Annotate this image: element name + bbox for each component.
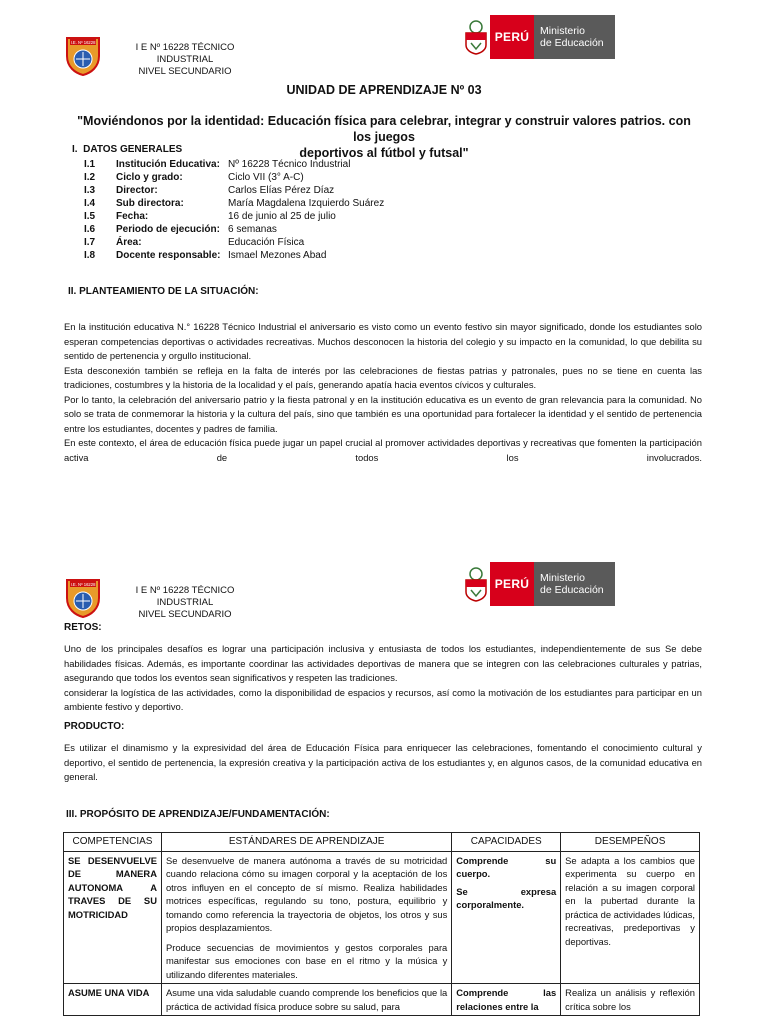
- svg-text:I.E. Nº 16228: I.E. Nº 16228: [70, 40, 96, 45]
- table-header-row: [64, 833, 700, 852]
- datos-row: I.8 Docente responsable: Ismael Mezones Abad: [84, 250, 327, 261]
- ministry-line1: Ministerio: [540, 572, 585, 584]
- peru-label: PERÚ: [490, 562, 534, 606]
- producto-heading: PRODUCTO:: [64, 721, 125, 732]
- datos-row: I.3 Director: Carlos Elías Pérez Díaz: [84, 185, 335, 196]
- peru-seal-icon: [462, 15, 490, 59]
- subtitle-line1: "Moviéndonos por la identidad: Educación física para celebrar, integrar y construir valores patrios. con los juegos: [77, 114, 691, 144]
- peru-seal-icon: [462, 562, 490, 606]
- datos-row: I.4 Sub directora: María Magdalena Izquierdo Suárez: [84, 198, 385, 209]
- retos-heading: RETOS:: [64, 622, 102, 633]
- school-level-line: NIVEL SECUNDARIO: [138, 66, 232, 77]
- capacidad-cell: Comprende las relaciones entre la: [452, 984, 561, 1016]
- ministry-line2: de Educación: [540, 37, 604, 49]
- table-row: [64, 851, 700, 984]
- column-header: DESEMPEÑOS: [561, 833, 700, 852]
- ministry-name: [534, 562, 615, 606]
- datos-row: I.6 Periodo de ejecución: 6 semanas: [84, 224, 277, 235]
- estandar-paragraph: Produce secuencias de movimientos y gestos corporales para manifestar sus emociones con base en el ritmo y la música y utilizando diferentes materiales.: [165, 941, 448, 980]
- section-number: I.: [72, 144, 78, 155]
- school-crest-logo: [64, 34, 102, 76]
- retos-text: [64, 642, 702, 715]
- section-heading-datos-generales: [72, 144, 182, 155]
- paragraph: Uno de los principales desafíos es lograr una participación inclusiva y entusiasta de todos los estudiantes, independientemente de sus Se debe habilidades físicas. Además, es importante coordinar las actividades deportivas de manera que se integren con las celebraciones culturales y patrias, asegurando que todos los eventos sean significativos y respeten las tradiciones.: [64, 643, 702, 683]
- school-name-line1: I E Nº 16228 TÉCNICO INDUSTRIAL: [135, 585, 235, 608]
- paragraph: En este contexto, el área de educación física puede jugar un papel crucial al promover actividades deportivas y recreativas que fomenten la participación activa de todos los involucrados.: [64, 437, 702, 463]
- ministry-line1: Ministerio: [540, 25, 585, 37]
- school-crest-logo: [64, 576, 102, 618]
- paragraph: considerar la logística de las actividades, como la disponibilidad de espacios y recursos, así como la motivación de los estudiantes para participar en un ambiente festivo y deportivo.: [64, 686, 702, 712]
- paragraph: Por lo tanto, la celebración del aniversario patrio y la fiesta patronal y en la institución educativa es un evento de gran relevancia para la comunidad. No solo se trata de conmemorar la historia y la cultura del país, sino que también es una oportunidad para fortalecer la identidad y el sentido de pertenencia entre los estudiantes, docentes y padres de familia.: [64, 393, 702, 434]
- producto-text: [64, 741, 702, 785]
- minedu-logo: [462, 15, 615, 59]
- capacidad-item: Comprende su cuerpo.: [456, 854, 557, 879]
- ministry-name: [534, 15, 615, 59]
- datos-row: I.5 Fecha: 16 de junio al 25 de julio: [84, 211, 336, 222]
- datos-generales-list: [84, 158, 504, 262]
- datos-row: I.7 Área: Educación Física: [84, 237, 305, 248]
- capacidad-cell: [452, 851, 561, 984]
- proposito-table: [63, 832, 700, 1016]
- paragraph: En la institución educativa N.° 16228 Técnico Industrial el aniversario es visto como un evento festivo sin mayor significado, donde los estudiantes solo esperan competencias deportivas o actividades recreativas. Muchos desconocen la historia del colegio y su impacto en la comunidad, lo que debilita su sentido de pertenencia y orgullo institucional.: [64, 321, 702, 361]
- document-title: UNIDAD DE APRENDIZAJE Nº 03: [286, 83, 482, 97]
- datos-row: I.2 Ciclo y grado: Ciclo VII (3° A-C): [84, 172, 304, 183]
- estandar-paragraph: Se desenvuelve de manera autónoma a través de su motricidad cuando relaciona cómo su imagen corporal y la aceptación de los otros influyen en el concepto de sí mismo. Realiza habilidades motrices específicas, regulando su tono, postura, equilibrio y tomando como referencia la trayectoria de objetos, los otros y sus propios desplazamientos.: [165, 854, 448, 933]
- section-heading-proposito: III. PROPÓSITO DE APRENDIZAJE/FUNDAMENTACIÓN:: [66, 809, 330, 820]
- competencia-cell: ASUME UNA VIDA: [64, 984, 162, 1016]
- ministry-line2: de Educación: [540, 584, 604, 596]
- minedu-logo: [462, 562, 615, 606]
- section-heading-planteamiento: II. PLANTEAMIENTO DE LA SITUACIÓN:: [68, 286, 259, 297]
- paragraph: Esta desconexión también se refleja en la falta de interés por las celebraciones de fiestas patrias y patronales, pues no se tiene en cuenta las tradiciones, costumbres y la historia de la localidad y el país, generando apatía hacia eventos cívicos y culturales.: [64, 364, 702, 390]
- competencia-cell: SE DESENVUELVE DE MANERA AUTONOMA A TRAVES DE SU MOTRICIDAD: [64, 851, 162, 984]
- estandar-cell: Asume una vida saludable cuando comprende los beneficios que la práctica de actividad física produce sobre su salud, para: [161, 984, 451, 1016]
- column-header: COMPETENCIAS: [64, 833, 162, 852]
- section-title: DATOS GENERALES: [83, 144, 183, 155]
- desempeno-cell: Realiza un análisis y reflexión crítica sobre los: [561, 984, 700, 1016]
- school-name: [110, 585, 260, 621]
- svg-text:I.E. Nº 16228: I.E. Nº 16228: [70, 582, 96, 587]
- capacidad-item: Se expresa corporalmente.: [456, 885, 557, 910]
- table-row: [64, 984, 700, 1016]
- paragraph: Es utilizar el dinamismo y la expresividad del área de Educación Física para enriquecer las celebraciones, fomentando el conocimiento cultural y deportivo, el sentido de pertenencia, la expresión creativa y la participación activa de los estudiantes y, en algunos casos, de la comunidad educativa en general.: [64, 742, 702, 782]
- school-level-line: NIVEL SECUNDARIO: [138, 609, 232, 620]
- school-name-line1: I E Nº 16228 TÉCNICO INDUSTRIAL: [135, 42, 235, 65]
- datos-row: I.1 Institución Educativa: Nº 16228 Técnico Industrial: [84, 159, 351, 170]
- column-header: CAPACIDADES: [452, 833, 561, 852]
- column-header: ESTÁNDARES DE APRENDIZAJE: [161, 833, 451, 852]
- estandar-cell: [161, 851, 451, 984]
- peru-label: PERÚ: [490, 15, 534, 59]
- planteamiento-text: [64, 320, 702, 465]
- desempeno-cell: Se adapta a los cambios que experimenta su cuerpo en relación a su imagen corporal en la pubertad durante la práctica de actividades lúdicas, recreativas, predeportivas y deportivas.: [561, 851, 700, 984]
- school-name: [110, 42, 260, 78]
- subtitle-line2: deportivos al fútbol y futsal": [299, 146, 469, 160]
